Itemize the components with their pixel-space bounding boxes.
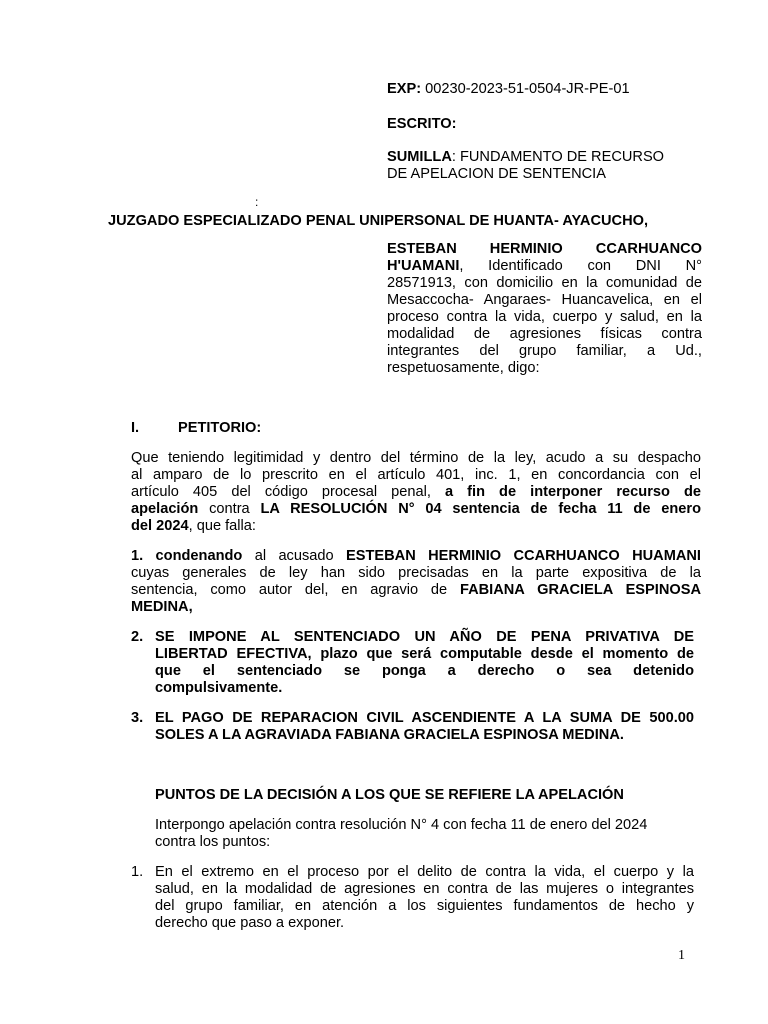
section-numeral: I.: [131, 420, 140, 436]
intro-paragraph: ESTEBAN HERMINIO CCARHUANCO H'UAMANI, Identificado con DNI N° 28571913, con domicilio en la comunidad de Mesaccocha- Angaraes- Huancavelica, en el proceso contra la vida, cuerpo y salud, en la modalidad de agresiones físicas contra integrantes del grupo familiar, a Ud., respetuosamente, digo:: [387, 241, 702, 376]
intro-name: ESTEBAN HERMINIO CCARHUANCO: [387, 241, 702, 257]
point1-paragraph: En el extremo en el proceso por el delito de contra la vida, el cuerpo y la salud, en la modalidad de agresiones en contra de las mujeres o integrantes del grupo familiar, en atención a los siguientes fundamentos de hecho y derecho que paso a exponer.: [155, 864, 694, 931]
item2-number: 2.: [131, 629, 144, 645]
sumilla-block: [387, 149, 664, 183]
sumilla-line1: : FUNDAMENTO DE RECURSO: [451, 149, 665, 165]
puntos-paragraph: Interpongo apelación contra resolución N° 4 con fecha 11 de enero del 2024 contra los puntos:: [155, 817, 648, 850]
exp-label: EXP:: [387, 81, 422, 97]
item3-number: 3.: [131, 710, 144, 726]
petitorio-paragraph: Que teniendo legitimidad y dentro del término de la ley, acudo a su despacho al amparo de lo prescrito en el artículo 401, inc. 1, en concordancia con el artículo 405 del código procesal penal, a fin de interponer recurso de apelación contra LA RESOLUCIÓN N° 04 sentencia de fecha 11 de enero del 2024, que falla:: [131, 450, 701, 534]
court-title: JUZGADO ESPECIALIZADO PENAL UNIPERSONAL DE HUANTA- AYACUCHO,: [108, 213, 649, 229]
item-pena: SE IMPONE AL SENTENCIADO UN AÑO DE PENA PRIVATIVA DE LIBERTAD EFECTIVA, plazo que será computable desde el momento de que el sentenciado se ponga a derecho o sea detenido compulsivamente.: [155, 629, 695, 696]
sumilla-line2: DE APELACION DE SENTENCIA: [387, 166, 606, 182]
puntos-heading: PUNTOS DE LA DECISIÓN A LOS QUE SE REFIERE LA APELACIÓN: [155, 787, 624, 803]
escrito-label: ESCRITO:: [387, 116, 457, 132]
point1-number: 1.: [131, 864, 144, 880]
section-heading: PETITORIO:: [178, 420, 262, 436]
item-reparacion: EL PAGO DE REPARACION CIVIL ASCENDIENTE A LA SUMA DE 500.00 SOLES A LA AGRAVIADA FABIANA GRACIELA ESPINOSA MEDINA.: [155, 710, 694, 743]
page-number: 1: [678, 948, 685, 963]
exp-value: 00230-2023-51-0504-JR-PE-01: [421, 81, 630, 97]
item-condenando: 1. condenando al acusado ESTEBAN HERMINIO CCARHUANCO HUAMANI cuyas generales de ley han sido precisadas en la parte expositiva de la sentencia, como autor del, en agravio de FABIANA GRACIELA ESPINOSA MEDINA,: [131, 548, 701, 615]
expediente-line: [387, 81, 630, 98]
sumilla-label: SUMILLA: [387, 149, 452, 165]
stray-mark: :: [255, 195, 259, 209]
